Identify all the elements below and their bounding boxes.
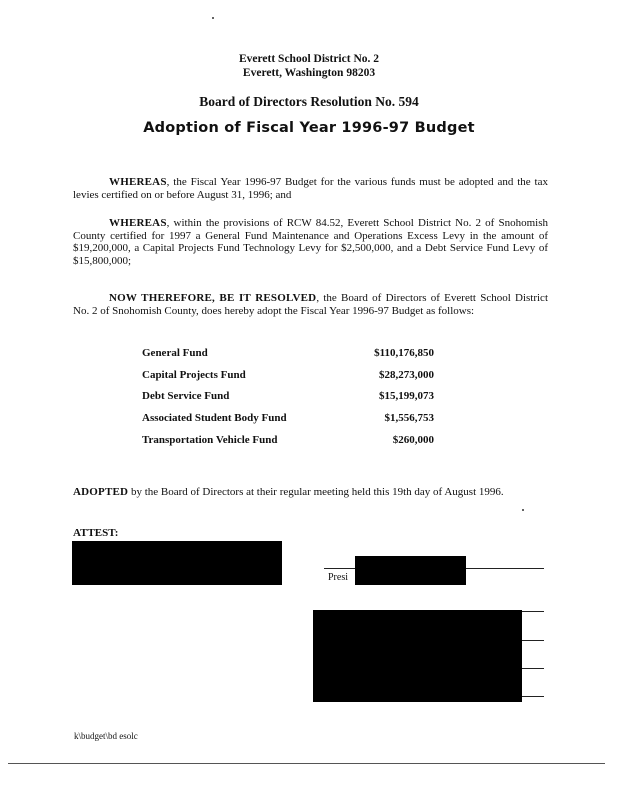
whereas-2-lead: WHEREAS [109,217,167,229]
fund-amount: $1,556,753 [384,412,434,425]
fund-name: Transportation Vehicle Fund [142,433,278,446]
redaction-block [72,541,282,585]
adopted-text: by the Board of Directors at their regular meeting held this 19th day of August 1996. [128,486,504,498]
attest-label: ATTEST: [73,527,119,539]
adoption-paragraph [73,486,548,499]
fund-name: General Fund [142,347,208,359]
redaction-block [355,556,466,585]
resolution-number: Board of Directors Resolution No. 594 [199,94,419,109]
resolved-text: , the Board of Directors of Everett School District No. 2 of Snohomish County, does hereby adopt the Fiscal Year 1996-97 Budget as follows: [73,292,548,317]
president-label-prefix: Presi [328,572,348,583]
adopted-lead: ADOPTED [73,486,129,498]
whereas-1-lead: WHEREAS [109,176,167,188]
fund-name: Debt Service Fund [142,390,230,403]
file-name: k\budget\bd esolc [74,731,138,741]
district-location: Everett, Washington 98203 [242,67,376,79]
fund-name: Associated Student Body Fund [142,412,287,425]
fund-amount: $15,199,073 [379,390,434,403]
fund-row [142,346,434,368]
fund-name: Capital Projects Fund [142,368,246,381]
whereas-2-text: , within the provisions of RCW 84.52, Everett School District No. 2 of Snohomish County certified for 1997 a General Fund Maintenance and Operations Excess Levy in the amount of $19,200,000, a Capital Projects Fund Technology Levy for $2,500,000, and a Debt Service Fund Levy of $15,800,000; [73,217,548,267]
fund-row [142,389,434,411]
whereas-1-text: , the Fiscal Year 1996-97 Budget for the various funds must be adopted and the tax levies certified on or before August 31, 1996; and [73,176,548,201]
redaction-block [313,610,522,702]
resolved-lead: NOW THEREFORE, BE IT RESOLVED [109,292,317,304]
fund-row [142,411,434,433]
district-header [0,52,618,80]
fund-amount: $260,000 [392,433,434,446]
fund-amount: $110,176,850 [374,347,434,359]
fund-row [142,368,434,390]
document-title: Adoption of Fiscal Year 1996-97 Budget [143,120,475,136]
fund-table [142,346,434,454]
district-name: Everett School District No. 2 [239,53,379,65]
scan-speck [212,17,214,19]
fund-row [142,433,434,455]
resolved-paragraph [73,292,548,317]
fund-amount: $28,273,000 [379,368,434,381]
whereas-paragraph-2 [73,217,548,267]
footer-rule [8,763,605,764]
scan-speck [522,509,524,511]
whereas-paragraph-1 [73,176,548,201]
